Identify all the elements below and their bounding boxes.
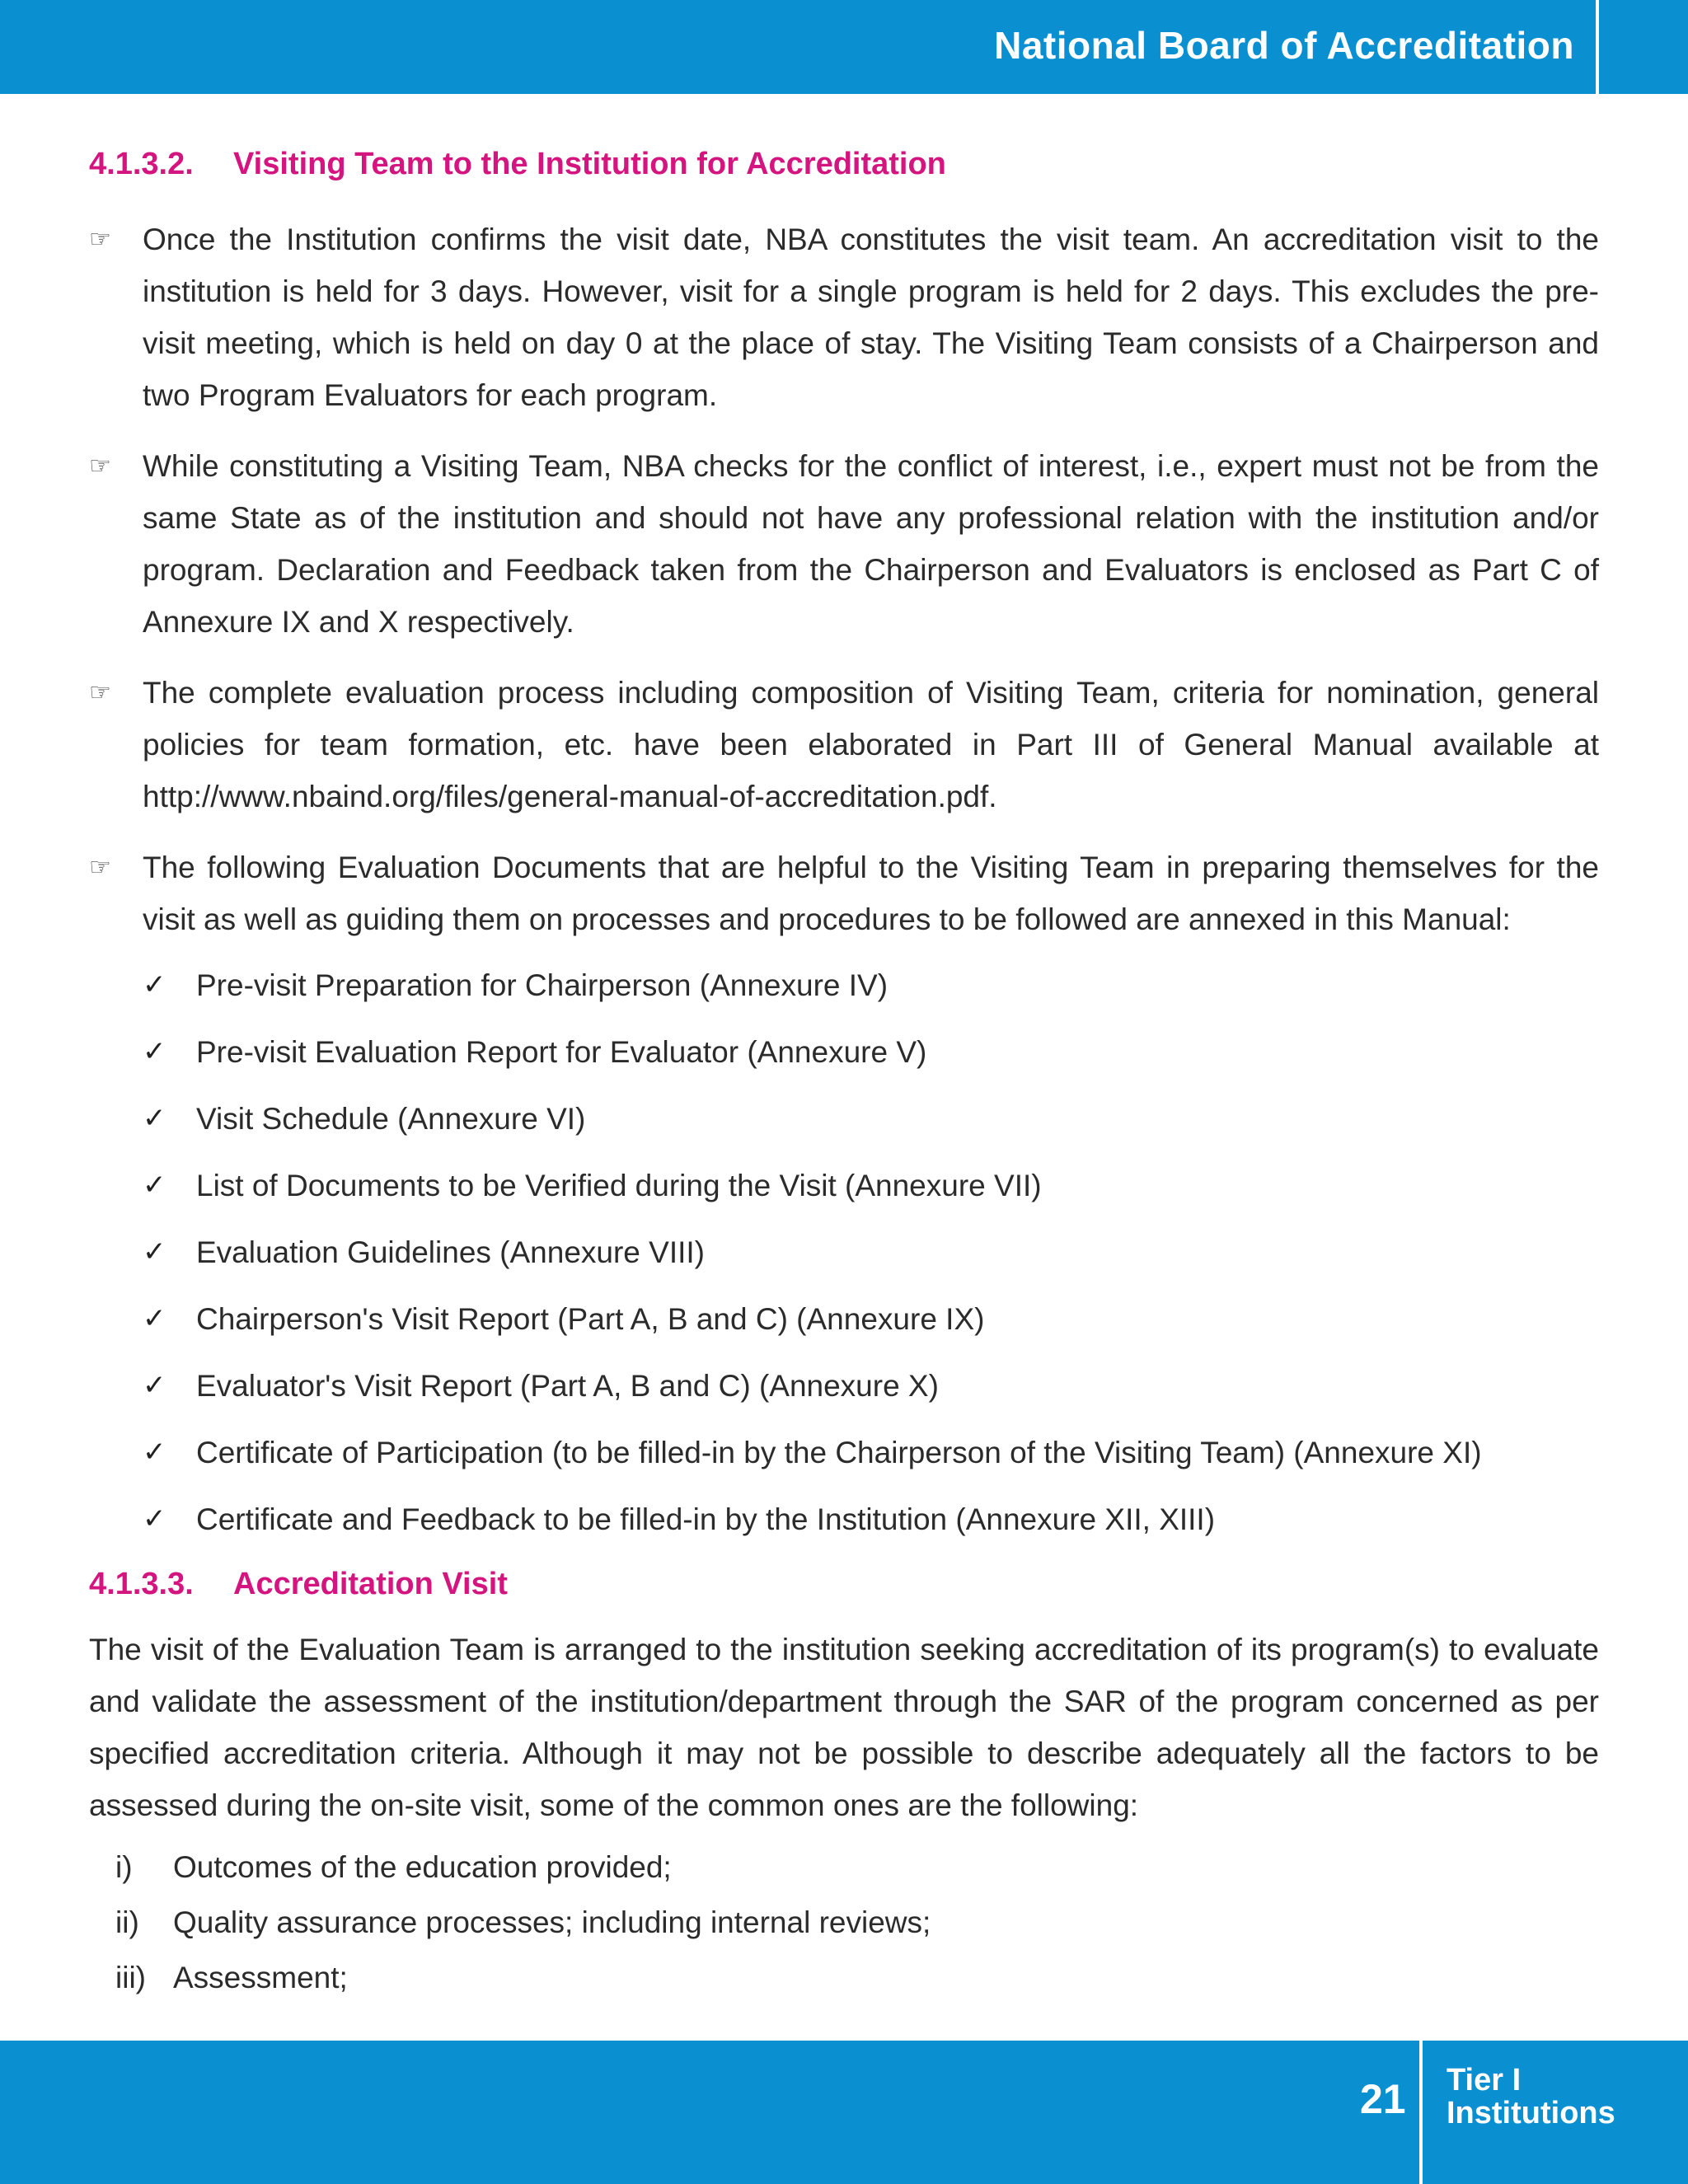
check-mark-icon: ✓	[143, 1036, 166, 1067]
section-heading-accreditation-visit	[89, 1567, 1599, 1602]
pointing-hand-icon: ☞	[89, 226, 111, 253]
checklist-item	[143, 1493, 1599, 1545]
checklist-item	[143, 1026, 1599, 1078]
checklist-item	[143, 1226, 1599, 1278]
list-item-text: Outcomes of the education provided;	[173, 1850, 672, 1884]
section-heading-visiting-team	[89, 147, 1599, 182]
bullet-list	[89, 213, 1599, 945]
page-header	[0, 0, 1688, 94]
list-item-number: ii)	[115, 1905, 139, 1939]
list-item-number: iii)	[115, 1961, 146, 1994]
tier-line-1: Tier I	[1447, 2063, 1522, 2097]
pointing-hand-icon: ☞	[89, 452, 111, 480]
bullet-item	[89, 440, 1599, 648]
check-mark-icon: ✓	[143, 969, 166, 1001]
section-number: 4.1.3.3.	[89, 1567, 194, 1601]
checklist-item	[143, 1093, 1599, 1145]
annexure-checklist	[143, 959, 1599, 1545]
section-title: Visiting Team to the Institution for Accreditation	[233, 147, 946, 181]
checklist-text: Pre-visit Evaluation Report for Evaluator (Annexure V)	[196, 1035, 927, 1069]
check-mark-icon: ✓	[143, 1303, 166, 1334]
checklist-text: Pre-visit Preparation for Chairperson (Annexure IV)	[196, 968, 889, 1002]
check-mark-icon: ✓	[143, 1503, 166, 1535]
check-mark-icon: ✓	[143, 1236, 166, 1268]
footer-divider	[1419, 2041, 1423, 2184]
checklist-text: Certificate of Participation (to be filled-in by the Chairperson of the Visiting Team) (Annexure XI)	[196, 1436, 1482, 1469]
bullet-item	[89, 841, 1599, 945]
checklist-text: Evaluation Guidelines (Annexure VIII)	[196, 1235, 706, 1269]
bullet-text: The following Evaluation Documents that are helpful to the Visiting Team in preparing themselves for the visit as well as guiding them on processes and procedures to be followed are annexed in this Manual:	[143, 851, 1599, 936]
list-item	[115, 1950, 1599, 2005]
checklist-item	[143, 1293, 1599, 1345]
check-mark-icon: ✓	[143, 1103, 166, 1134]
checklist-item	[143, 1360, 1599, 1412]
bullet-item	[89, 667, 1599, 823]
section-number: 4.1.3.2.	[89, 147, 194, 181]
tier-label	[1447, 2064, 1615, 2130]
bullet-text: While constituting a Visiting Team, NBA checks for the conflict of interest, i.e., expert must not be from the same State as of the institution and should not have any professional relation with the institution and/or program. Declaration and Feedback taken from the Chairperson and Evaluators is enclosed as Part C of Annexure IX and X respectively.	[143, 449, 1599, 639]
header-title: National Board of Accreditation	[994, 24, 1574, 67]
list-item-text: Assessment;	[173, 1961, 348, 1994]
pointing-hand-icon: ☞	[89, 679, 111, 706]
list-item-text: Quality assurance processes; including internal reviews;	[173, 1905, 931, 1939]
check-mark-icon: ✓	[143, 1370, 166, 1401]
checklist-item	[143, 959, 1599, 1011]
list-item	[115, 1840, 1599, 1895]
body-paragraph: The visit of the Evaluation Team is arranged to the institution seeking accreditation of its program(s) to evaluate and validate the assessment of the institution/department through the SAR of the program concerned as per specified accreditation criteria. Although it may not be possible to describe adequately all the factors to be assessed during the on-site visit, some of the common ones are the following:	[89, 1633, 1599, 1822]
header-divider	[1596, 0, 1599, 94]
checklist-text: Chairperson's Visit Report (Part A, B and C) (Annexure IX)	[196, 1302, 985, 1336]
pointing-hand-icon: ☞	[89, 854, 111, 881]
checklist-text: Certificate and Feedback to be filled-in by the Institution (Annexure XII, XIII)	[196, 1502, 1216, 1536]
tier-line-2: Institutions	[1447, 2096, 1615, 2130]
page-number: 21	[1360, 2076, 1406, 2122]
checklist-item	[143, 1160, 1599, 1212]
checklist-item	[143, 1427, 1599, 1479]
roman-numeral-list	[115, 1840, 1599, 2005]
checklist-text: Visit Schedule (Annexure VI)	[196, 1102, 586, 1136]
page-footer	[0, 2041, 1688, 2184]
checklist-text: List of Documents to be Verified during the Visit (Annexure VII)	[196, 1169, 1042, 1202]
checklist-text: Evaluator's Visit Report (Part A, B and C) (Annexure X)	[196, 1369, 939, 1403]
bullet-text: The complete evaluation process including composition of Visiting Team, criteria for nomination, general policies for team formation, etc. have been elaborated in Part III of General Manual available at http://www.nbaind.org/files/general-manual-of-accreditation.pdf.	[143, 676, 1599, 813]
list-item-number: i)	[115, 1850, 133, 1884]
bullet-text: Once the Institution confirms the visit date, NBA constitutes the visit team. An accreditation visit to the institution is held for 3 days. However, visit for a single program is held for 2 days. This excludes the pre-visit meeting, which is held on day 0 at the place of stay. The Visiting Team consists of a Chairperson and two Program Evaluators for each program.	[143, 223, 1599, 412]
section-title: Accreditation Visit	[233, 1567, 508, 1601]
bullet-item	[89, 213, 1599, 421]
check-mark-icon: ✓	[143, 1436, 166, 1468]
check-mark-icon: ✓	[143, 1169, 166, 1201]
list-item	[115, 1895, 1599, 1950]
page-content	[89, 147, 1599, 2005]
